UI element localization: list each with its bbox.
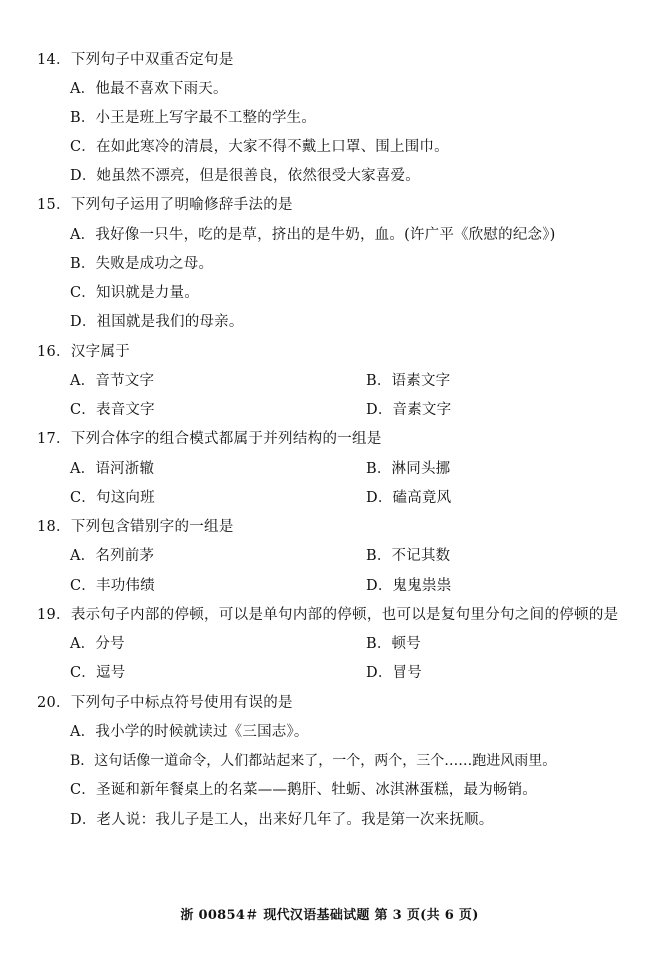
option-d: D．祖国就是我们的母亲。 <box>70 314 244 330</box>
option-d: D．她虽然不漂亮，但是很善良，依然很受大家喜爱。 <box>70 168 420 184</box>
option-b: B．小王是班上写字最不工整的学生。 <box>70 110 317 126</box>
option-d: D．老人说：我儿子是工人，出来好几年了。我是第一次来抚顺。 <box>70 812 494 828</box>
question-stem: 15．下列句子运用了明喻修辞手法的是 <box>37 197 293 213</box>
option-row <box>0 749 659 773</box>
page-footer: 浙 00854＃ 现代汉语基础试题 第 3 页(共 6 页) <box>180 908 479 923</box>
option-a: A．分号 <box>70 636 125 652</box>
question-stem: 16．汉字属于 <box>37 344 131 360</box>
option-c: C．知识就是力量。 <box>70 285 199 301</box>
question-18 <box>0 515 659 539</box>
question-20 <box>0 691 659 715</box>
option-row <box>0 632 659 656</box>
option-a: A．音节文字 <box>70 373 155 389</box>
option-b: B．这句话像一道命令，人们都站起来了，一个，两个，三个……跑进风雨里。 <box>70 753 557 769</box>
option-row <box>0 252 659 276</box>
option-row <box>0 544 659 568</box>
question-stem: 19．表示句子内部的停顿，可以是单句内部的停顿，也可以是复句里分句之间的停顿的是 <box>37 607 619 623</box>
option-row <box>0 574 659 598</box>
question-14 <box>0 48 659 72</box>
option-c: C．圣诞和新年餐桌上的名菜——鹅肝、牡蛎、冰淇淋蛋糕，最为畅销。 <box>70 782 537 798</box>
question-17 <box>0 427 659 451</box>
option-b: B．语素文字 <box>366 373 451 389</box>
option-row <box>0 398 659 422</box>
option-b: B．淋同头挪 <box>366 461 451 477</box>
option-d: D．音素文字 <box>366 402 452 418</box>
question-stem: 17．下列合体字的组合模式都属于并列结构的一组是 <box>37 431 382 447</box>
question-15 <box>0 193 659 217</box>
option-row <box>0 808 659 832</box>
option-row <box>0 77 659 101</box>
option-a: A．语河浙辙 <box>70 461 155 477</box>
option-b: B．不记其数 <box>366 548 451 564</box>
option-d: D．冒号 <box>366 665 422 681</box>
option-row <box>0 310 659 334</box>
option-a: A．他最不喜欢下雨天。 <box>70 81 228 97</box>
option-row <box>0 135 659 159</box>
option-b: B．顿号 <box>366 636 421 652</box>
option-c: C．句这向班 <box>70 490 155 506</box>
option-row <box>0 778 659 802</box>
question-16 <box>0 340 659 364</box>
question-stem: 20．下列句子中标点符号使用有误的是 <box>37 695 293 711</box>
option-d: D．磕高竟风 <box>366 490 452 506</box>
option-row <box>0 281 659 305</box>
option-c: C．逗号 <box>70 665 126 681</box>
option-c: C．丰功伟绩 <box>70 578 155 594</box>
question-stem: 18．下列包含错别字的一组是 <box>37 519 234 535</box>
option-row <box>0 661 659 685</box>
question-stem: 14．下列句子中双重否定句是 <box>37 52 234 68</box>
option-row <box>0 720 659 744</box>
option-row <box>0 369 659 393</box>
option-row <box>0 223 659 247</box>
option-row <box>0 106 659 130</box>
option-a: A．我小学的时候就读过《三国志》。 <box>70 724 309 740</box>
option-c: C．在如此寒冷的清晨，大家不得不戴上口罩、围上围巾。 <box>70 139 449 155</box>
option-row <box>0 457 659 481</box>
option-row <box>0 164 659 188</box>
option-row <box>0 486 659 510</box>
question-19 <box>0 603 659 627</box>
option-b: B．失败是成功之母。 <box>70 256 214 272</box>
option-a: A．名列前茅 <box>70 548 155 564</box>
option-a: A．我好像一只牛，吃的是草，挤出的是牛奶，血。(许广平《欣慰的纪念》) <box>70 227 556 243</box>
option-d: D．鬼鬼祟祟 <box>366 578 452 594</box>
option-c: C．表音文字 <box>70 402 155 418</box>
